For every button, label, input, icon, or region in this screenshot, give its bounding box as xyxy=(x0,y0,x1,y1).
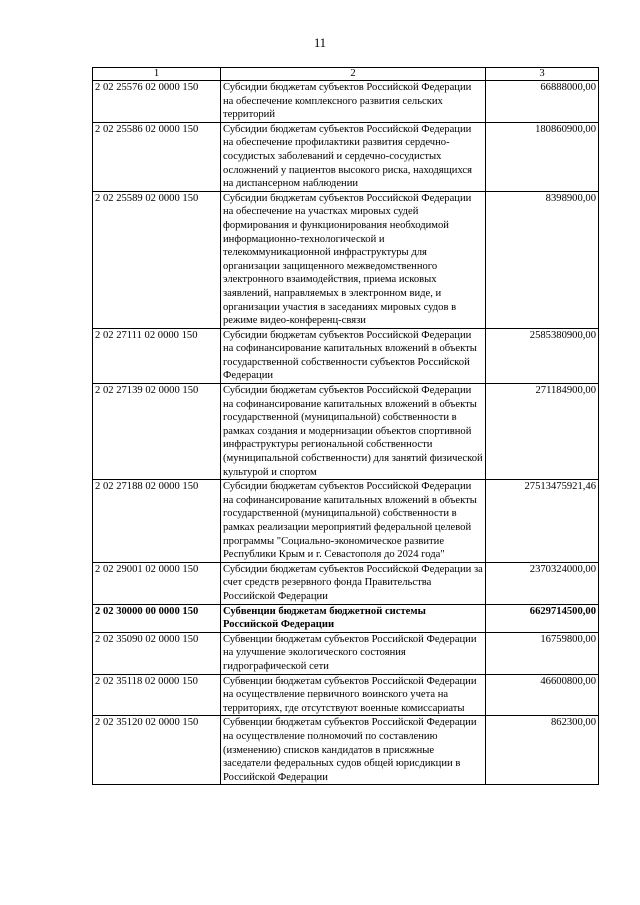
budget-table xyxy=(92,67,599,785)
table-body xyxy=(93,81,599,785)
budget-code-cell: 2 02 35090 02 0000 150 xyxy=(93,632,221,674)
budget-code-cell: 2 02 25576 02 0000 150 xyxy=(93,81,221,123)
budget-code-cell: 2 02 25586 02 0000 150 xyxy=(93,122,221,191)
amount-cell: 862300,00 xyxy=(486,716,599,785)
revenue-name-cell: Субсидии бюджетам субъектов Российской Федерации на обеспечение на участках мировых судей формирования и функционирования необходимой информационно-технологической и телекоммуникационной инфраструктуры для организации защищенного межведомственного электронного взаимодействия, приема исковых заявлений, направляемых в электронном виде, и организации участия в заседаниях мировых судов в режиме видео-конференц-связи xyxy=(221,191,486,328)
table-header xyxy=(93,68,599,81)
header-col-3: 3 xyxy=(486,68,599,81)
amount-cell: 180860900,00 xyxy=(486,122,599,191)
header-col-1: 1 xyxy=(93,68,221,81)
budget-code-cell: 2 02 30000 00 0000 150 xyxy=(93,604,221,632)
revenue-name-cell: Субвенции бюджетам субъектов Российской Федерации на осуществление первичного воинского учета на территориях, где отсутствуют военные комиссариаты xyxy=(221,674,486,716)
header-row xyxy=(93,68,599,81)
header-col-2: 2 xyxy=(221,68,486,81)
amount-cell: 271184900,00 xyxy=(486,384,599,480)
amount-cell: 27513475921,46 xyxy=(486,480,599,563)
table-row xyxy=(93,562,599,604)
revenue-name-cell: Субвенции бюджетам бюджетной системы Российской Федерации xyxy=(221,604,486,632)
page-number: 11 xyxy=(313,36,327,50)
table-row xyxy=(93,122,599,191)
table-row xyxy=(93,604,599,632)
budget-code-cell: 2 02 29001 02 0000 150 xyxy=(93,562,221,604)
table-row xyxy=(93,191,599,328)
table-row xyxy=(93,81,599,123)
revenue-name-cell: Субсидии бюджетам субъектов Российской Федерации на софинансирование капитальных вложений в объекты государственной собственности субъектов Российской Федерации xyxy=(221,328,486,383)
revenue-name-cell: Субсидии бюджетам субъектов Российской Федерации на софинансирование капитальных вложений в объекты государственной (муниципальной) собственности в рамках создания и модернизации объектов спортивной инфраструктуры региональной собственности (муниципальной собственности) для занятий физической культурой и спортом xyxy=(221,384,486,480)
amount-cell: 8398900,00 xyxy=(486,191,599,328)
table-row xyxy=(93,480,599,563)
amount-cell: 66888000,00 xyxy=(486,81,599,123)
budget-code-cell: 2 02 35118 02 0000 150 xyxy=(93,674,221,716)
table-row xyxy=(93,384,599,480)
revenue-name-cell: Субвенции бюджетам субъектов Российской Федерации на улучшение экологического состояния гидрографической сети xyxy=(221,632,486,674)
amount-cell: 6629714500,00 xyxy=(486,604,599,632)
amount-cell: 2585380900,00 xyxy=(486,328,599,383)
table-row xyxy=(93,328,599,383)
revenue-name-cell: Субвенции бюджетам субъектов Российской Федерации на осуществление полномочий по составлению (изменению) списков кандидатов в присяжные заседатели федеральных судов общей юрисдикции в Российской Федерации xyxy=(221,716,486,785)
budget-code-cell: 2 02 25589 02 0000 150 xyxy=(93,191,221,328)
budget-code-cell: 2 02 35120 02 0000 150 xyxy=(93,716,221,785)
amount-cell: 46600800,00 xyxy=(486,674,599,716)
amount-cell: 16759800,00 xyxy=(486,632,599,674)
revenue-name-cell: Субсидии бюджетам субъектов Российской Федерации на обеспечение комплексного развития сельских территорий xyxy=(221,81,486,123)
budget-code-cell: 2 02 27188 02 0000 150 xyxy=(93,480,221,563)
amount-cell: 2370324000,00 xyxy=(486,562,599,604)
table-row xyxy=(93,674,599,716)
revenue-name-cell: Субсидии бюджетам субъектов Российской Федерации за счет средств резервного фонда Правительства Российской Федерации xyxy=(221,562,486,604)
budget-code-cell: 2 02 27111 02 0000 150 xyxy=(93,328,221,383)
table-row xyxy=(93,716,599,785)
budget-code-cell: 2 02 27139 02 0000 150 xyxy=(93,384,221,480)
revenue-name-cell: Субсидии бюджетам субъектов Российской Федерации на софинансирование капитальных вложений в объекты государственной (муниципальной) собственности в рамках реализации мероприятий федеральной целевой программы "Социально-экономическое развитие Республики Крым и г. Севастополя до 2024 года" xyxy=(221,480,486,563)
table-row xyxy=(93,632,599,674)
revenue-name-cell: Субсидии бюджетам субъектов Российской Федерации на обеспечение профилактики развития сердечно-сосудистых заболеваний и сердечно-сосудистых осложнений у пациентов высокого риска, находящихся на диспансерном наблюдении xyxy=(221,122,486,191)
